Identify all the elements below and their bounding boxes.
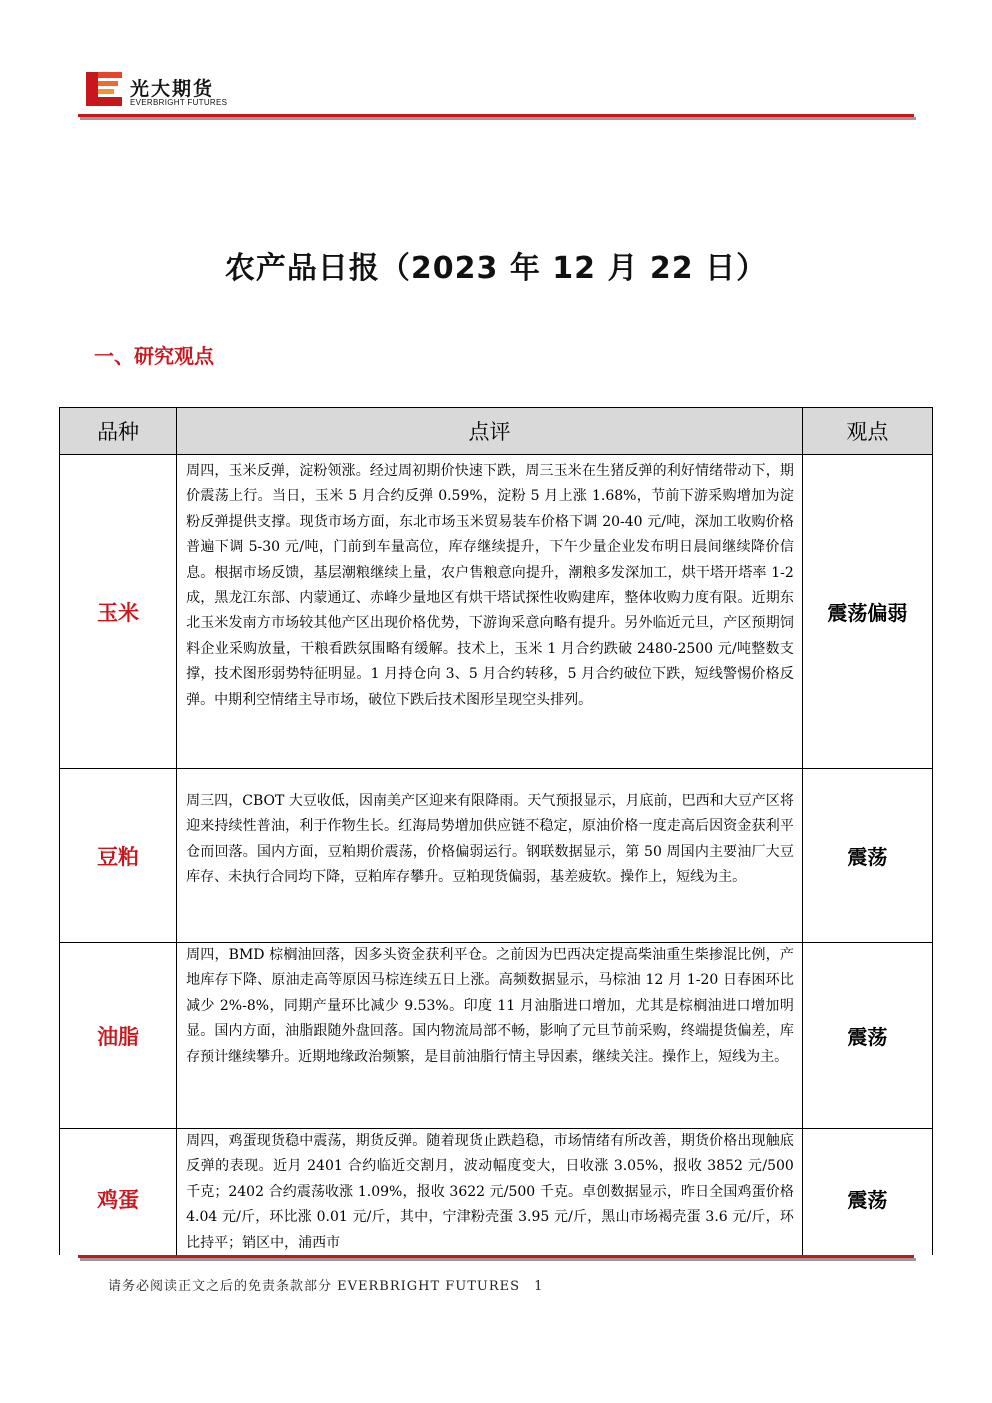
table-row	[60, 943, 933, 1129]
comment-cell: 周四，BMD 棕榈油回落，因多头资金获利平仓。之前因为巴西决定提高柴油重生柴掺混比例，产地库存下降、原油走高等原因马棕连续五日上涨。高频数据显示，马棕油 12 月 1-20 日春困环比减少 2%-8%，同期产量环比减少 9.53%。印度 11 月油脂进口增加，尤其是棕榈油进口增加明显。国内方面，油脂跟随外盘回落。国内物流局部不畅，影响了元旦节前采购，终端提货偏差，库存预计继续攀升。近期地缘政治频繁，是目前油脂行情主导因素，继续关注。操作上，短线为主。	[177, 943, 803, 1129]
comment-cell: 周四，鸡蛋现货稳中震荡，期货反弹。随着现货止跌趋稳，市场情绪有所改善，期货价格出现触底反弹的表现。近月 2401 合约临近交割月，波动幅度变大，日收涨 3.05%，报收 3852 元/500 千克；2402 合约震荡收涨 1.09%，报收 3622 元/500 千克。卓创数据显示，昨日全国鸡蛋价格 4.04 元/斤，环比涨 0.01 元/斤，其中，宁津粉壳蛋 3.95 元/斤，黑山市场褐壳蛋 3.6 元/斤，环比持平；销区中，浦西市	[177, 1129, 803, 1256]
footer-rule-shadow	[80, 1258, 916, 1261]
table-viewport	[59, 407, 934, 1255]
table-header-row	[60, 408, 933, 455]
variety-cell: 鸡蛋	[60, 1129, 177, 1256]
table-row	[60, 1129, 933, 1256]
research-table	[59, 407, 933, 1255]
table-row	[60, 769, 933, 943]
header-rule-shadow	[80, 117, 916, 120]
logo-text-en: EVERBRIGHT FUTURES	[130, 98, 228, 107]
section-heading: 一、研究观点	[94, 344, 214, 368]
header-comment: 点评	[177, 408, 803, 455]
footer-rule	[78, 1255, 914, 1258]
view-cell: 震荡	[802, 1129, 932, 1256]
table-row	[60, 455, 933, 769]
comment-cell: 周三四，CBOT 大豆收低，因南美产区迎来有限降雨。天气预报显示，月底前，巴西和大豆产区将迎来持续性普油，利于作物生长。红海局势增加供应链不稳定，原油价格一度走高后因资金获利平仓而回落。国内方面，豆粕期价震荡，价格偏弱运行。钢联数据显示，第 50 周国内主要油厂大豆库存、未执行合同均下降，豆粕库存攀升。豆粕现货偏弱，基差疲软。操作上，短线为主。	[177, 769, 803, 943]
view-cell: 震荡偏弱	[802, 455, 932, 769]
company-logo	[86, 70, 286, 110]
header-view: 观点	[802, 408, 932, 455]
variety-cell: 豆粕	[60, 769, 177, 943]
variety-cell: 油脂	[60, 943, 177, 1129]
view-cell: 震荡	[802, 943, 932, 1129]
variety-cell: 玉米	[60, 455, 177, 769]
comment-cell: 周四，玉米反弹，淀粉领涨。经过周初期价快速下跌，周三玉米在生猪反弹的利好情绪带动下，期价震荡上行。当日，玉米 5 月合约反弹 0.59%，淀粉 5 月上涨 1.68%，节前下游采购增加为淀粉反弹提供支撑。现货市场方面，东北市场玉米贸易装车价格下调 20-40 元/吨，深加工收购价格普遍下调 5-30 元/吨，门前到车量高位，库存继续提升，下午少量企业发布明日晨间继续降价信息。根据市场反馈，基层潮粮继续上量，农户售粮意向提升，潮粮多发深加工，烘干塔开塔率 1-2 成，黑龙江东部、内蒙通辽、赤峰少量地区有烘干塔试探性收购建库，整体收购力度有限。近期东北玉米发南方市场较其他产区出现价格优势，下游询采意向略有提升。另外临近元旦，产区预期饲料企业采购放量，干粮看跌氛围略有缓解。技术上，玉米 1 月合约跌破 2480-2500 元/吨整数支撑，技术图形弱势特征明显。1 月持仓向 3、5 月合约转移，5 月合约破位下跌，短线警惕价格反弹。中期利空情绪主导市场，破位下跌后技术图形呈现空头排列。	[177, 455, 803, 769]
header-rule	[78, 114, 914, 117]
footer-disclaimer: 请务必阅读正文之后的免责条款部分 EVERBRIGHT FUTURES 1	[108, 1279, 544, 1294]
everbright-logo-icon	[86, 72, 122, 106]
logo-text-cn: 光大期货	[130, 78, 215, 100]
view-cell: 震荡	[802, 769, 932, 943]
header-variety: 品种	[60, 408, 177, 455]
report-title: 农产品日报（2023 年 12 月 22 日）	[224, 251, 768, 286]
